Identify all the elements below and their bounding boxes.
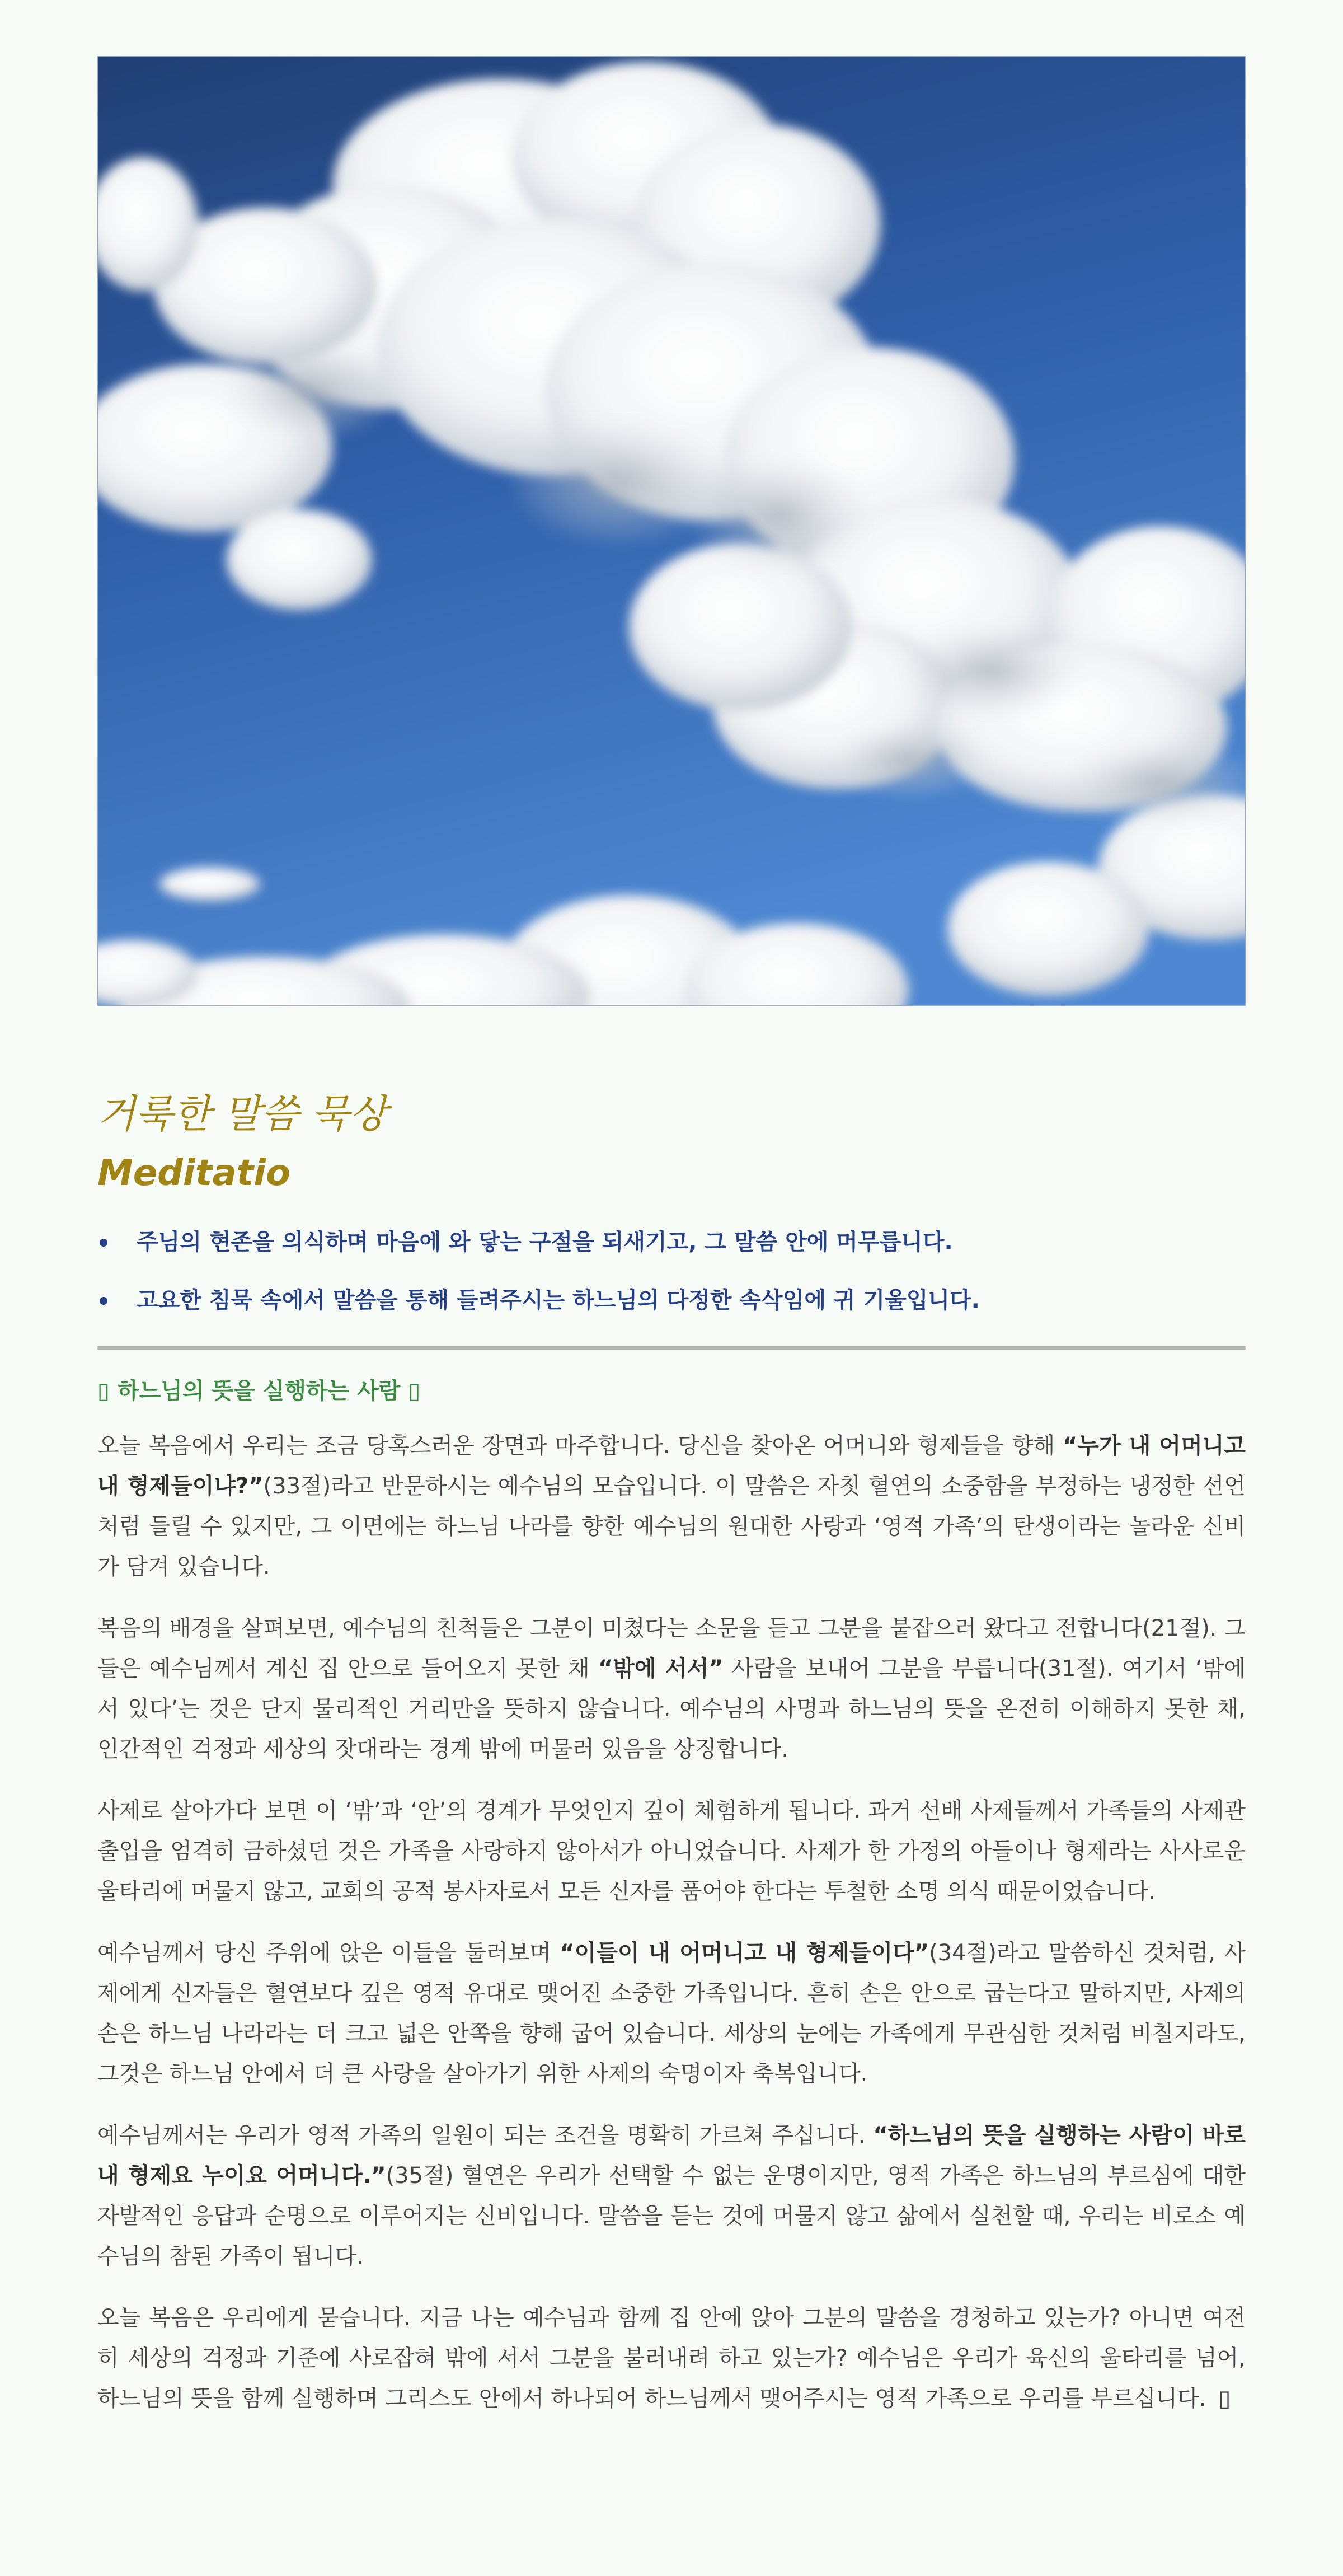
bullet-list xyxy=(97,1226,1246,1316)
body-paragraph xyxy=(97,1426,1246,1587)
paragraph-text: 예수님께서 당신 주위에 앉은 이들을 둘러보며 xyxy=(97,1940,560,1966)
body-paragraph xyxy=(97,1608,1246,1769)
paragraph-text: 복음의 배경을 살펴보면, 예수님의 친척들은 그분이 미쳤다는 소문을 듣고 그분을 붙잡으러 왔다고 전합니다(21절). 그들은 예수님께서 계신 집 안으로 들어오지 못한 채 xyxy=(97,1615,1246,1682)
scripture-quote: “누가 내 어머니고 내 형제들이냐?” xyxy=(97,1433,1246,1499)
paragraph-text: 예수님께서는 우리가 영적 가족의 일원이 되는 조건을 명확히 가르쳐 주십니다. xyxy=(97,2123,874,2148)
bullet-text: 고요한 침묵 속에서 말씀을 통해 들려주시는 하느님의 다정한 속삭임에 귀 기울입니다. xyxy=(137,1287,980,1313)
article-body xyxy=(97,1426,1246,2419)
paragraph-text: (33절)라고 반문하시는 예수님의 모습입니다. 이 말씀은 자칫 혈연의 소중함을 부정하는 냉정한 선언처럼 들릴 수 있지만, 그 이면에는 하느님 나라를 향한 예수님의 원대한 사랑과 ‘영적 가족’의 탄생이라는 놀라운 신비가 담겨 있습니다. xyxy=(97,1473,1246,1580)
body-paragraph xyxy=(97,2298,1246,2419)
section-heading: ▯ 하느님의 뜻을 실행하는 사람 ▯ xyxy=(97,1378,421,1404)
scripture-quote: “밖에 서서” xyxy=(598,1656,724,1682)
page xyxy=(97,0,1246,2419)
paragraph-text: 사람을 보내어 그분을 부릅니다(31절). 여기서 ‘밖에 서 있다’는 것은 단지 물리적인 거리만을 뜻하지 않습니다. 예수님의 사명과 하느님의 뜻을 온전히 이해하지 못한 채, 인간적인 걱정과 세상의 잣대라는 경계 밖에 머물러 있음을 상징합니다. xyxy=(97,1656,1246,1762)
body-paragraph xyxy=(97,1791,1246,1912)
scripture-quote: “하느님의 뜻을 실행하는 사람이 바로 내 형제요 누이요 어머니다.” xyxy=(97,2123,1246,2189)
closing-glyph-icon: ▯ xyxy=(1218,2386,1231,2411)
bullet-text: 주님의 현존을 의식하며 마음에 와 닿는 구절을 되새기고, 그 말씀 안에 머무릅니다. xyxy=(137,1229,953,1255)
bullet-dot-icon xyxy=(100,1297,107,1305)
paragraph-text: (35절) 혈연은 우리가 선택할 수 없는 운명이지만, 영적 가족은 하느님의 부르심에 대한 자발적인 응답과 순명으로 이루어지는 신비입니다. 말씀을 듣는 것에 머물지 않고 삶에서 실천할 때, 우리는 비로소 예수님의 참된 가족이 됩니다. xyxy=(97,2163,1246,2269)
divider xyxy=(97,1346,1246,1350)
paragraph-text: 오늘 복음에서 우리는 조금 당혹스러운 장면과 마주합니다. 당신을 찾아온 어머니와 형제들을 향해 xyxy=(97,1433,1063,1459)
bullet-item xyxy=(137,1226,1246,1258)
bullet-dot-icon xyxy=(100,1239,107,1247)
bullet-item xyxy=(137,1285,1246,1316)
paragraph-text: (34절)라고 말씀하신 것처럼, 사제에게 신자들은 혈연보다 깊은 영적 유대로 맺어진 소중한 가족입니다. 흔히 손은 안으로 굽는다고 말하지만, 사제의 손은 하느님 나라라는 더 크고 넓은 안쪽을 향해 굽어 있습니다. 세상의 눈에는 가족에게 무관심한 것처럼 비칠지라도, 그것은 하느님 안에서 더 큰 사랑을 살아가기 위한 사제의 숙명이자 축복입니다. xyxy=(97,1940,1246,2087)
paragraph-text: 오늘 복음은 우리에게 묻습니다. 지금 나는 예수님과 함께 집 안에 앉아 그분의 말씀을 경청하고 있는가? 아니면 여전히 세상의 걱정과 기준에 사로잡혀 밖에 서서 그분을 불러내려 하고 있는가? 예수님은 우리가 육신의 울타리를 넘어, 하느님의 뜻을 함께 실행하며 그리스도 안에서 하나되어 하느님께서 맺어주시는 영적 가족으로 우리를 부르십니다. xyxy=(97,2305,1246,2411)
scripture-quote: “이들이 내 어머니고 내 형제들이다” xyxy=(560,1940,929,1966)
body-paragraph xyxy=(97,2115,1246,2277)
body-paragraph xyxy=(97,1933,1246,2094)
paragraph-text: 사제로 살아가다 보면 이 ‘밖’과 ‘안’의 경계가 무엇인지 깊이 체험하게 됩니다. 과거 선배 사제들께서 가족들의 사제관 출입을 엄격히 금하셨던 것은 가족을 사랑하지 않아서가 아니었습니다. 사제가 한 가정의 아들이나 형제라는 사사로운 울타리에 머물지 않고, 교회의 공적 봉사자로서 모든 신자를 품어야 한다는 투철한 소명 의식 때문이었습니다. xyxy=(97,1798,1246,1904)
title-korean: 거룩한 말씀 묵상 xyxy=(97,1091,387,1137)
sky-clouds-image xyxy=(97,56,1246,1006)
title-latin: Meditatio xyxy=(97,1153,291,1194)
